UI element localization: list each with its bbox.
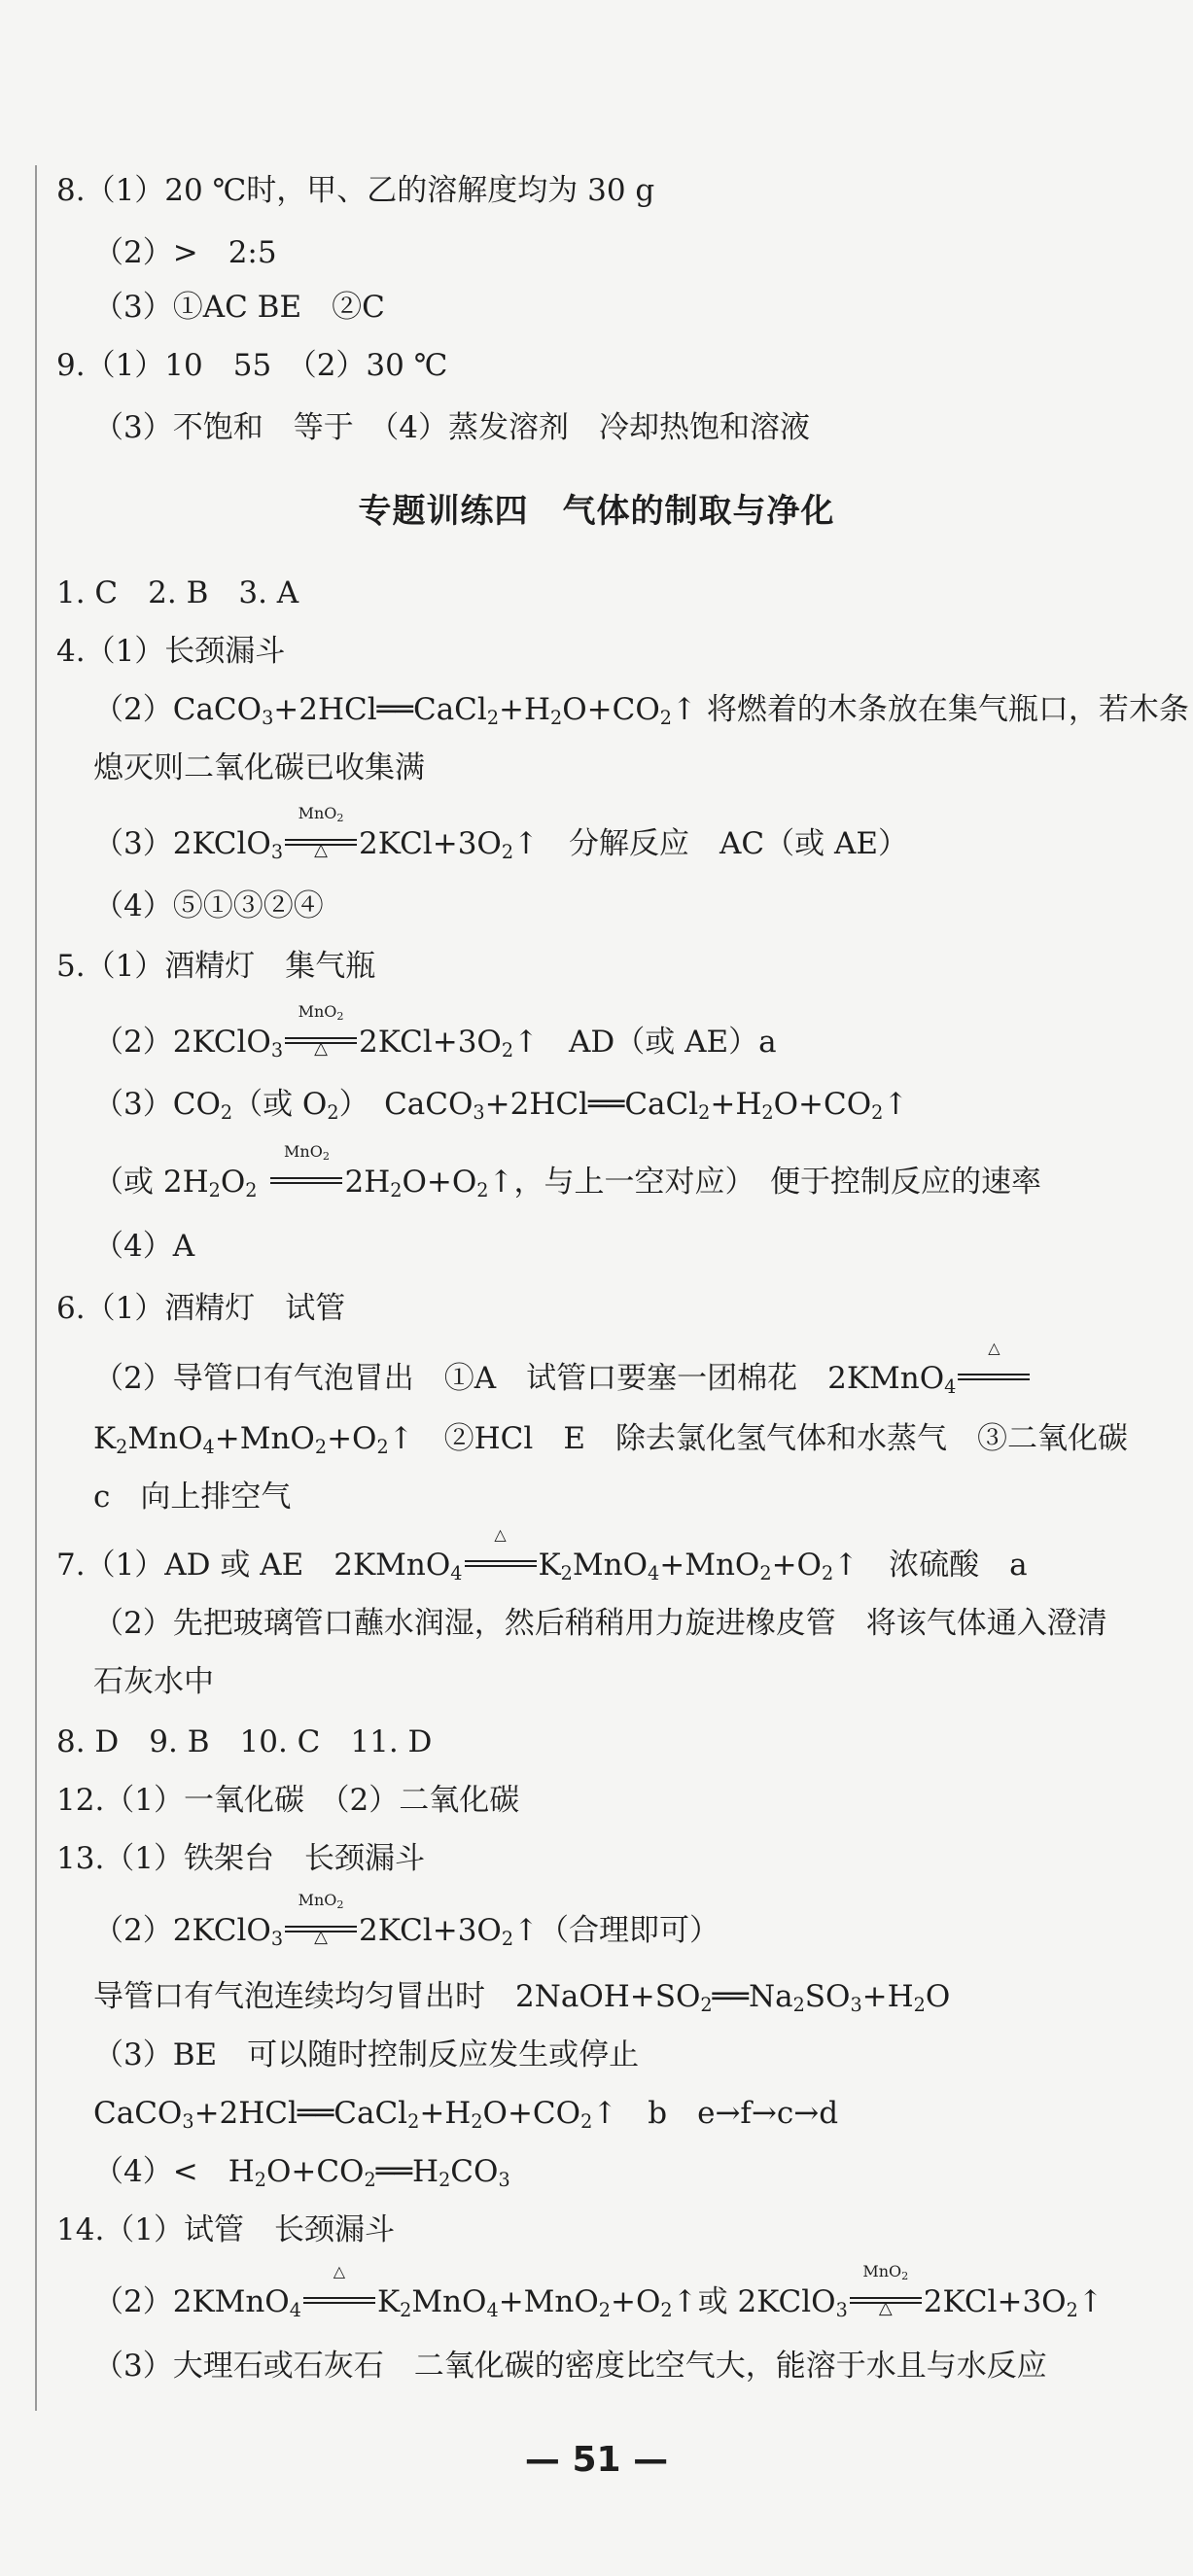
reaction-condition: MnO$_2$ △ <box>285 1911 357 1950</box>
reaction-condition: MnO$_2$ △ <box>285 1023 357 1062</box>
reaction-condition: MnO$_2$ △ <box>850 2282 922 2321</box>
answer-6-3: c 向上排空气 <box>93 1479 292 1514</box>
answer-6-1: 6.（1）酒精灯 试管 <box>56 1291 346 1326</box>
answer-14-1: 14.（1）试管 长颈漏斗 <box>56 2212 396 2247</box>
answer-9-1: 9.（1）10 55 （2）30 ℃ <box>56 348 448 383</box>
answer-12: 12.（1）一氧化碳 （2）二氧化碳 <box>56 1783 520 1818</box>
reaction-condition: △ <box>958 1359 1030 1398</box>
answer-6-2-cont: $K_2MnO_4+MnO_2+O_2↑$ ②HCl E 除去氯化氢气体和水蒸气 ③二氧化碳 <box>93 1421 1128 1458</box>
answer-7-1: 7.（1）AD 或 AE 2KMnO$_4$ △ $K_2MnO_4+MnO_2+O_2↑$ 浓硫酸 a <box>56 1525 1028 1584</box>
reaction-condition: MnO$_2$ △ <box>285 824 357 863</box>
page-number: — 51 — <box>524 2440 669 2480</box>
answer-5-1: 5.（1）酒精灯 集气瓶 <box>56 949 376 984</box>
answer-14-3: （3）大理石或石灰石 二氧化碳的密度比空气大，能溶于水且与水反应 <box>93 2349 1047 2384</box>
answer-7-2: （2）先把玻璃管口蘸水润湿，然后稍稍用力旋进橡皮管 将该气体通入澄清 <box>93 1606 1107 1641</box>
answer-13-2-cont: 导管口有气泡连续均匀冒出时 $2NaOH+SO_2══Na_2SO_3+H_2O$ <box>93 1979 951 2016</box>
reaction-condition: △ <box>465 1546 537 1584</box>
answer-13-3: （3）BE 可以随时控制反应发生或停止 <box>93 2037 640 2072</box>
answer-5-3: $(3)CO_2$（或 $O_2$） $CaCO_3+2HCl══CaCl_2+H_2O+CO_2↑$ <box>93 1087 909 1124</box>
answer-7-2-cont: 石灰水中 <box>93 1664 214 1699</box>
answer-4-2-cont: 熄灭则二氧化碳已收集满 <box>93 750 425 785</box>
reaction-condition: MnO$_2$ <box>270 1163 342 1201</box>
answer-5-3-cont: （或 $2H_2O_2$ MnO$_2$ $2H_2O+O_2↑$，与上一空对应） 便于控制反应的速率 <box>93 1142 1041 1201</box>
answer-4-3: （3）2KClO$_3$ MnO$_2$ △ $2KCl+3O_2↑$ 分解反应 AC（或 AE） <box>93 804 909 863</box>
answer-4-2: $(2)CaCO_3+2HCl══CaCl_2+H_2O+CO_2↑$ 将燃着的木条放在集气瓶口，若木条 <box>93 692 1189 729</box>
answer-13-4: （4）< $H_2O+CO_2══H_2CO_3$ <box>93 2154 510 2191</box>
reaction-condition: △ <box>303 2282 375 2321</box>
answer-5-2: （2）2KClO$_3$ MnO$_2$ △ $2KCl+3O_2↑$ AD（或 AE）a <box>93 1002 777 1062</box>
answer-6-2: （2）导管口有气泡冒出 ①A 试管口要塞一团棉花 2KMnO$_4$ △ <box>93 1359 1032 1398</box>
answer-13-3-cont: $CaCO_3+2HCl══CaCl_2+H_2O+CO_2↑$ b e→f→c→d <box>93 2096 839 2133</box>
section-title: 专题训练四 气体的制取与净化 <box>358 492 835 531</box>
answer-8-1: 8.（1）20 ℃时，甲、乙的溶解度均为 30 g <box>56 173 655 208</box>
answer-8-3: （3）①AC BE ②C <box>93 290 385 325</box>
answer-8-11: 8. D 9. B 10. C 11. D <box>56 1724 433 1759</box>
answer-8-2: （2）> 2:5 <box>93 235 277 270</box>
answer-14-2: （2）2KMnO$_4$ △ $K_2MnO_4+MnO_2+O_2↑$或 2KClO$_3$ MnO$_2$ △ $2KCl+3O_2↑$ <box>93 2262 1104 2321</box>
answer-9-3: （3）不饱和 等于 （4）蒸发溶剂 冷却热饱和溶液 <box>93 410 810 445</box>
answer-4-4: （4）⑤①③②④ <box>93 888 324 923</box>
answer-1-3: 1. C 2. B 3. A <box>56 575 299 610</box>
answer-5-4: （4）A <box>93 1229 195 1264</box>
answer-4-1: 4.（1）长颈漏斗 <box>56 634 286 669</box>
answer-13-1: 13.（1）铁架台 长颈漏斗 <box>56 1841 426 1876</box>
answer-13-2: （2）2KClO$_3$ MnO$_2$ △ $2KCl+3O_2↑$（合理即可） <box>93 1891 720 1950</box>
